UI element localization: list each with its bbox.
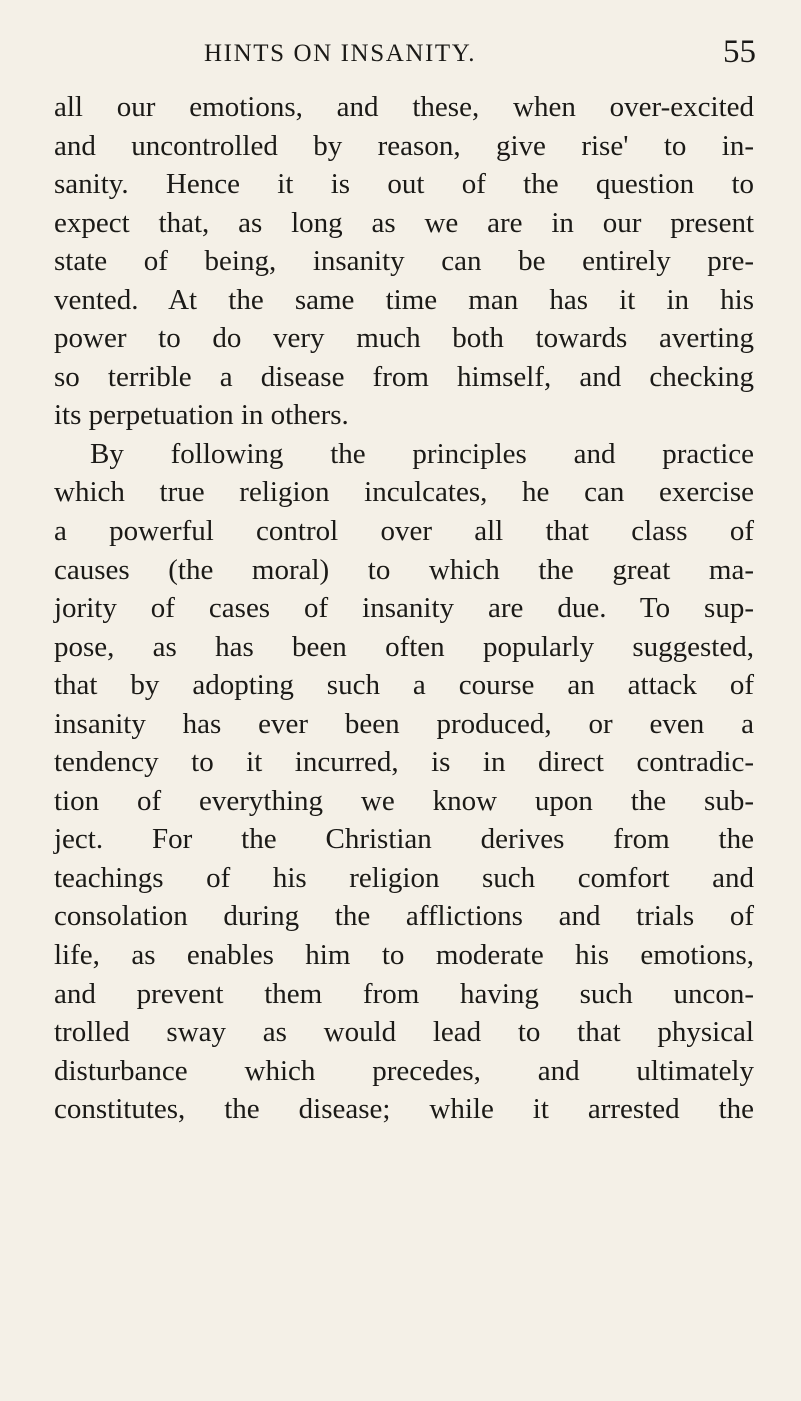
text-line: tendency to it incurred, is in direct contradic- (54, 746, 754, 779)
text-line: teachings of his religion such comfort and (54, 861, 754, 894)
running-title: HINTS ON INSANITY. (204, 40, 477, 67)
text-line: that by adopting such a course an attack of (54, 669, 754, 702)
text-line: so terrible a disease from himself, and checking (54, 360, 754, 393)
text-line: state of being, insanity can be entirely pre- (54, 245, 754, 278)
text-line: a powerful control over all that class of (54, 515, 754, 548)
text-line: constitutes, the disease; while it arrested the (54, 1093, 754, 1126)
text-line: ject. For the Christian derives from the (54, 823, 754, 856)
text-line: trolled sway as would lead to that physical (54, 1016, 754, 1049)
text-line: vented. At the same time man has it in his (54, 283, 754, 316)
text-line: which true religion inculcates, he can exercise (54, 476, 754, 509)
text-line: its perpetuation in others. (54, 399, 349, 432)
paragraph-start-line: By following the principles and practice (90, 437, 754, 470)
text-line: tion of everything we know upon the sub- (54, 784, 754, 817)
text-line: insanity has ever been produced, or even a (54, 707, 754, 740)
text-line: jority of cases of insanity are due. To sup- (54, 592, 754, 625)
body-text (54, 88, 754, 1129)
text-line: consolation during the afflictions and trials of (54, 900, 754, 933)
text-line: power to do very much both towards averting (54, 322, 754, 355)
text-line: disturbance which precedes, and ultimately (54, 1054, 754, 1087)
page-header (54, 34, 756, 74)
text-line: all our emotions, and these, when over-excited (54, 91, 754, 123)
text-line: and prevent them from having such uncon- (54, 977, 754, 1010)
text-line: causes (the moral) to which the great ma- (54, 553, 754, 586)
text-line: expect that, as long as we are in our present (54, 206, 754, 239)
text-line: life, as enables him to moderate his emotions, (54, 939, 754, 972)
page-number: 55 (723, 34, 756, 70)
text-line: sanity. Hence it is out of the question to (54, 168, 754, 201)
text-line: and uncontrolled by reason, give rise' to in- (54, 129, 754, 162)
text-line: pose, as has been often popularly suggested, (54, 630, 754, 663)
